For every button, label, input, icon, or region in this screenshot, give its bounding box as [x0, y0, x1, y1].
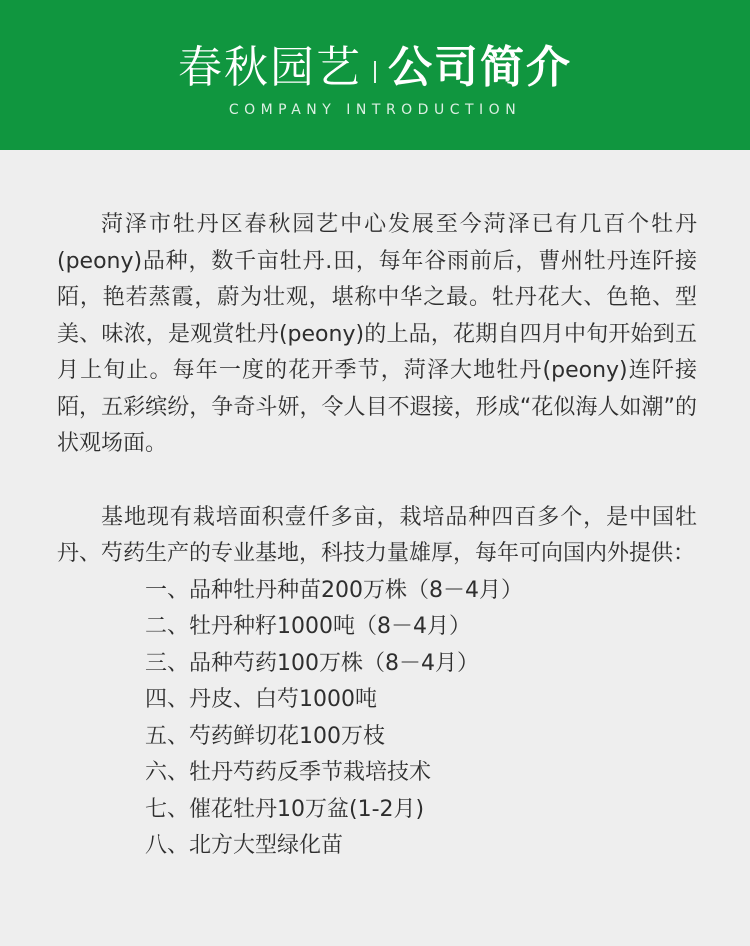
- list-item: 六、牡丹芍药反季节栽培技术: [145, 760, 432, 785]
- supply-list: [57, 573, 697, 865]
- intro-paragraph-base: 基地现有栽培面积壹仟多亩，栽培品种四百多个，是中国牡丹、芍药生产的专业基地，科技力量雄厚，每年可向国内外提供：: [57, 504, 697, 566]
- page-subtitle: COMPANY INTRODUCTION: [228, 102, 522, 118]
- page-title: 公司简介: [388, 42, 572, 93]
- list-item: 七、催花牡丹10万盆(1-2月): [145, 796, 425, 822]
- list-item: 八、北方大型绿化苗: [145, 833, 344, 858]
- company-name: 春秋园艺: [178, 42, 362, 93]
- list-item: 五、芍药鲜切花100万枝: [145, 723, 385, 749]
- intro-content: [57, 207, 697, 865]
- header-banner: [0, 0, 750, 150]
- title-divider: [374, 61, 376, 83]
- list-item: 三、品种芍药100万株（8－4月）: [145, 650, 479, 676]
- list-item: 四、丹皮、白芍1000吨: [145, 687, 377, 712]
- list-item: 二、牡丹种籽1000吨（8－4月）: [145, 614, 471, 639]
- list-item: 一、品种牡丹种苗200万株（8－4月）: [145, 577, 523, 603]
- title-row: [0, 40, 750, 96]
- intro-paragraph-history: 菏泽市牡丹区春秋园艺中心发展至今菏泽已有几百个牡丹(peony)品种，数千亩牡丹.田，每年谷雨前后，曹州牡丹连阡接陌，艳若蒸霞，蔚为壮观，堪称中华之最。牡丹花大、色艳、型美、味浓，是观赏牡丹(peony)的上品，花期自四月中旬开始到五月上旬止。每年一度的花开季节，菏泽大地牡丹(peony)连阡接陌，五彩缤纷，争奇斗妍，令人目不遐接，形成“花似海人如潮”的状观场面。: [57, 212, 697, 456]
